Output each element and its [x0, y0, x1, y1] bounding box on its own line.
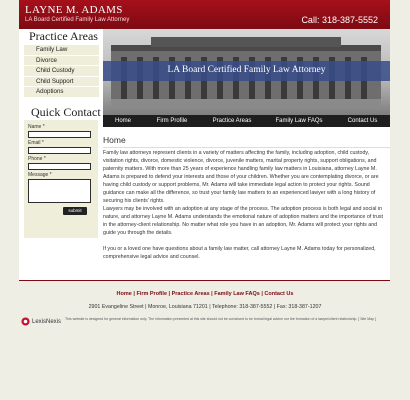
nav-practice-areas[interactable]: Practice Areas	[212, 118, 252, 124]
footer-separator: |	[209, 291, 215, 297]
footer-link-firm-profile[interactable]: Firm Profile	[136, 291, 167, 297]
sidebar-item-family-law[interactable]: Family Law	[24, 45, 99, 56]
footer-link-family-law-faqs[interactable]: Family Law FAQs	[214, 291, 260, 297]
email-field[interactable]	[28, 147, 91, 154]
sidebar-item-adoptions[interactable]: Adoptions	[24, 87, 99, 98]
nav-contact-us[interactable]: Contact Us	[347, 118, 378, 124]
footer-links	[0, 291, 410, 297]
site-footer	[0, 280, 410, 400]
nav-family-law-faqs[interactable]: Family Law FAQs	[275, 118, 323, 124]
lexisnexis-logo[interactable]	[21, 317, 61, 326]
message-field[interactable]	[28, 179, 91, 203]
nav-firm-profile[interactable]: Firm Profile	[156, 118, 188, 124]
name-label: Name *	[28, 124, 45, 130]
firm-tagline: LA Board Certified Family Law Attorney	[25, 17, 130, 23]
lexisnexis-name: LexisNexis	[32, 318, 62, 325]
footer-separator: |	[259, 291, 265, 297]
submit-button[interactable]: submit	[63, 207, 87, 215]
footer-separator: |	[131, 291, 137, 297]
phone-number[interactable]: Call: 318-387-5552	[301, 15, 378, 25]
phone-field[interactable]	[28, 163, 91, 170]
firm-name[interactable]: LAYNE M. ADAMS	[25, 4, 123, 16]
message-label: Message *	[28, 172, 52, 178]
sidebar-item-divorce[interactable]: Divorce	[24, 56, 99, 67]
hero-banner	[103, 29, 390, 115]
lexisnexis-icon	[21, 317, 30, 326]
site-header	[19, 0, 390, 29]
banner-headline: LA Board Certified Family Law Attorney	[167, 65, 326, 75]
quick-contact-title: Quick Contact	[31, 105, 101, 119]
sidebar-item-child-custody[interactable]: Child Custody	[24, 66, 99, 77]
body-paragraph-2: Lawyers may be involved with an adoption at any stage of the process. The adoption process is both legal and social in nature, and attorney Layne M. Adams understands the emotional nature of adoption matters and the importance of trust in the attorney-client relationship. No matter what role you have in an adoption, Mr. Adams will protect your rights and guide you through the details.	[103, 206, 384, 236]
email-label: Email *	[28, 140, 44, 146]
main-nav	[103, 115, 390, 127]
nav-home[interactable]: Home	[114, 118, 131, 124]
footer-link-practice-areas[interactable]: Practice Areas	[171, 291, 210, 297]
quick-contact-form	[24, 120, 98, 238]
practice-areas-menu	[24, 45, 99, 98]
body-paragraph-1: Family law attorneys represent clients in a variety of matters affecting the family, including adoption, child custody, visitation rights, divorce, domestic violence, divorce, juvenile matters, marital property rights, support obligations, and paternity matters. With more than 25 years of experience handling family law matters in Louisiana, attorney Layne M. Adams is prepared to defend your interests and those of your children. Whether you are contemplating divorce, or are having child custody or support problems, Mr. Adams will take immediate legal action to protect your rights. Sound guidance can make all the difference, so trust your family law matters to an experienced lawyer with a long history of securing his clients' rights.	[103, 150, 379, 204]
title-divider	[103, 147, 390, 148]
sidebar-item-child-support[interactable]: Child Support	[24, 77, 99, 88]
footer-address: 2901 Evangeline Street | Monroe, Louisiana 71201 | Telephone: 318-387-5552 | Fax: 318-387-1207	[88, 304, 322, 310]
footer-link-home[interactable]: Home	[116, 291, 132, 297]
footer-disclaimer: This website is designed for general information only. The information presented at this site should not be construed to be formal legal advice nor the formation of a lawyer/client relationship. [ Site Map ]	[65, 317, 376, 321]
body-paragraph-3: If you or a loved one have questions about a family law matter, call attorney Layne M. Adams today for personalized, comprehensive legal advice and counsel.	[103, 246, 376, 260]
name-field[interactable]	[28, 131, 91, 138]
page-container	[19, 0, 390, 310]
footer-link-contact-us[interactable]: Contact Us	[264, 291, 294, 297]
footer-separator: |	[167, 291, 172, 297]
footer-divider	[19, 280, 390, 281]
page-title: Home	[103, 135, 126, 145]
phone-label: Phone *	[28, 156, 46, 162]
practice-areas-title: Practice Areas	[29, 29, 98, 43]
